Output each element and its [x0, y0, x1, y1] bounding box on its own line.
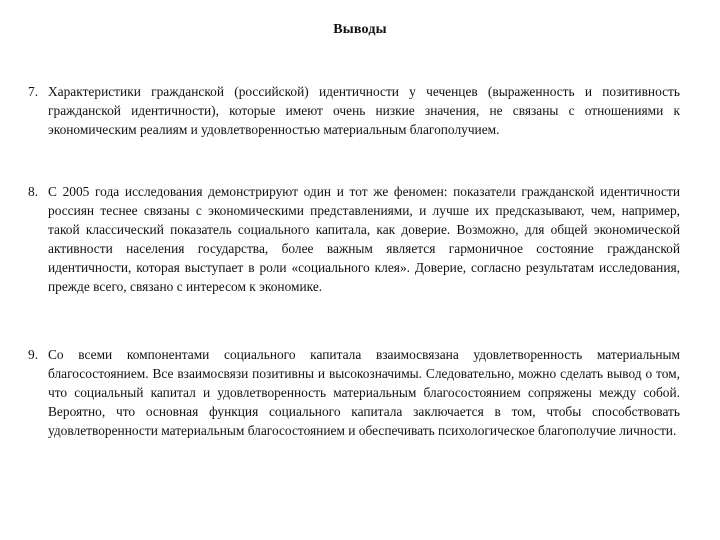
item-text: Характеристики гражданской (российской) идентичности у чеченцев (выраженность и позитивность гражданской идентичности), которые имеют очень низкие значения, не связаны с отношениями к экономическим реалиям и удовлетворенностью материальным благополучием. [48, 84, 680, 137]
page-title: Выводы [333, 22, 387, 37]
item-text: Со всеми компонентами социального капитала взаимосвязана удовлетворенность материальным благосостоянием. Все взаимосвязи позитивны и высокозначимы. Следовательно, можно сделать вывод о том, что социальный капитал и удовлетворенность материальным благосостоянием сопряжены между собой. Вероятно, что основная функция социального капитала заключается в том, чтобы способствовать удовлетворенности материальным благосостоянием и обеспечивать психологическое благополучие личности. [48, 347, 680, 438]
item-number: 7. [28, 84, 39, 99]
conclusion-item-7 [28, 82, 680, 139]
item-number: 9. [28, 347, 39, 362]
item-text: С 2005 года исследования демонстрируют один и тот же феномен: показатели гражданской идентичности россиян теснее связаны с экономическими представлениями, и лучше их предсказывают, чем, например, такой классический показатель социального капитала, как доверие. Возможно, для общей экономической активности населения государства, более важным является гармоничное состояние гражданской идентичности, которая выступает в роли «социального клея». Доверие, согласно результатам исследования, прежде всего, связано с интересом к экономике. [48, 184, 680, 294]
conclusion-item-9 [28, 345, 680, 440]
conclusion-item-8 [28, 182, 680, 296]
item-number: 8. [28, 184, 39, 199]
